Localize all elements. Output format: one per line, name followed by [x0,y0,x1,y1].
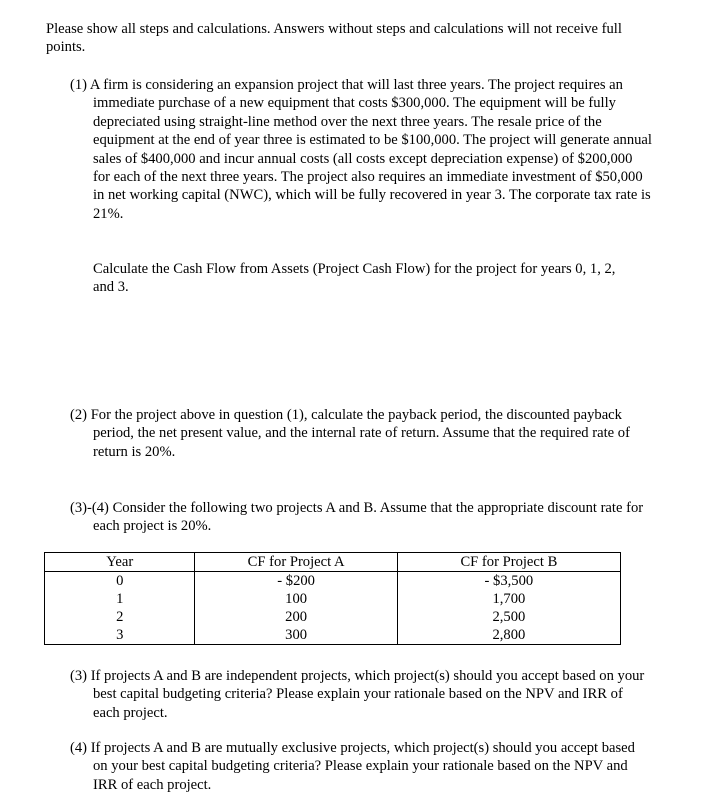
question-2 [70,406,653,461]
question-4-number: (4) [70,740,88,756]
project-b-cell: - $3,500 [397,572,620,591]
header-year: Year [45,553,195,572]
header-project-b: CF for Project B [397,553,620,572]
question-3-number: (3) [70,668,88,684]
table-row [45,608,621,626]
question-1 [70,76,653,223]
question-4 [70,739,653,794]
instructions-text: Please show all steps and calculations. Answers without steps and calculations will not receive full points. [46,21,622,56]
table-header-row [45,553,621,572]
table-row [45,626,621,645]
question-3-text: If projects A and B are independent projects, which project(s) should you accept based on your best capital budgeting criteria? Please explain your rationale based on the NPV and IRR of each project. [90,668,645,721]
question-1-number: (1) [70,77,88,93]
question-1-text: A firm is considering an expansion project that will last three years. The project requires an immediate purchase of a new equipment that costs $300,000. The equipment will be fully depreciated using straight-line method over the next three years. The resale price of the equipment at the end of year three is estimated to be $100,000. The project will generate annual sales of $400,000 and incur annual costs (all costs except depreciation expense) of $200,000 for each of the next three years. The project also requires an immediate investment of $50,000 in net working capital (NWC), which will be fully recovered in year 3. The corporate tax rate is 21%. [89,77,652,222]
year-cell: 2 [45,608,195,626]
question-4-text: If projects A and B are mutually exclusive projects, which project(s) should you accept based on your best capital budgeting criteria? Please explain your rationale based on the NPV and IRR of each project. [90,740,635,793]
question-1-task: Calculate the Cash Flow from Assets (Project Cash Flow) for the project for years 0, 1, 2, and 3. [93,261,616,296]
table-row [45,572,621,591]
project-b-cell: 2,800 [397,626,620,645]
project-b-cell: 2,500 [397,608,620,626]
question-3-4-intro [70,499,653,536]
year-cell: 1 [45,590,195,608]
question-3 [70,667,653,722]
header-project-a: CF for Project A [195,553,397,572]
project-b-cell: 1,700 [397,590,620,608]
project-a-cell: - $200 [195,572,397,591]
year-cell: 3 [45,626,195,645]
question-2-text: For the project above in question (1), calculate the payback period, the discounted payback period, the net present value, and the internal rate of return. Assume that the required rate of return is 20%. [90,407,630,460]
question-3-4-number: (3)-(4) [70,500,109,516]
project-a-cell: 300 [195,626,397,645]
cash-flow-table [44,552,621,645]
table-row [45,590,621,608]
year-cell: 0 [45,572,195,591]
question-2-number: (2) [70,407,88,423]
project-a-cell: 100 [195,590,397,608]
question-3-4-text: Consider the following two projects A and B. Assume that the appropriate discount rate for each project is 20%. [93,500,644,535]
project-a-cell: 200 [195,608,397,626]
